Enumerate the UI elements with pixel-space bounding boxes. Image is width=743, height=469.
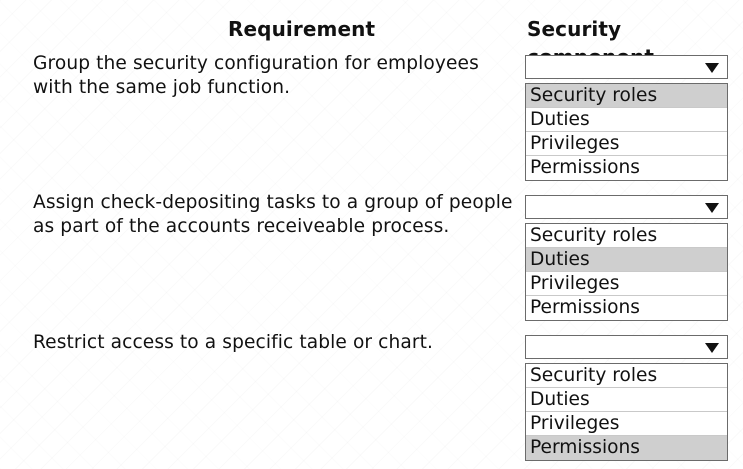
dropdown-1-options [525,83,728,181]
requirement-text-2-line-1: Assign check-depositing tasks to a group of people [33,192,513,213]
requirement-text-1 [33,52,513,100]
dropdown-3-trigger[interactable] [525,335,728,359]
dropdown-1-trigger[interactable] [525,55,728,79]
dropdown-3-option-privileges[interactable]: Privileges [526,412,727,436]
dropdown-2-option-duties[interactable]: Duties [526,248,727,272]
security-component-dropdown-1[interactable] [525,55,728,181]
chevron-down-icon [705,63,719,73]
dropdown-2-options [525,223,728,321]
dropdown-1-option-duties[interactable]: Duties [526,108,727,132]
security-component-dropdown-2[interactable] [525,195,728,321]
chevron-down-icon [705,343,719,353]
security-component-dropdown-3[interactable] [525,335,728,461]
dropdown-3-option-duties[interactable]: Duties [526,388,727,412]
dropdown-2-option-security-roles[interactable]: Security roles [526,224,727,248]
dropdown-1-option-permissions[interactable]: Permissions [530,157,640,178]
security-component-column-header: Security [527,17,622,41]
dropdown-3-option-security-roles[interactable]: Security roles [526,364,727,388]
dropdown-3-option-permissions[interactable]: Permissions [526,436,727,460]
requirement-text-3 [33,331,513,355]
dropdown-1-option-privileges[interactable]: Privileges [526,132,727,156]
chevron-down-icon [705,203,719,213]
requirement-text-2-line-2: as part of the accounts receiveable process. [33,216,450,237]
dropdown-1-button[interactable] [697,56,727,78]
dropdown-2-option-permissions[interactable]: Permissions [530,297,640,318]
requirement-text-2 [33,191,513,239]
requirement-column-header: Requirement [228,17,376,41]
dropdown-3-button[interactable] [697,336,727,358]
dropdown-2-button[interactable] [697,196,727,218]
dropdown-2-option-privileges[interactable]: Privileges [526,272,727,296]
requirement-text-1-line-1: Group the security configuration for employees [33,53,479,74]
dropdown-2-trigger[interactable] [525,195,728,219]
dropdown-3-options [525,363,728,461]
requirement-text-1-line-2: with the same job function. [33,77,291,98]
requirement-text-3-line-1: Restrict access to a specific table or chart. [33,332,434,353]
dropdown-1-option-security-roles[interactable]: Security roles [526,84,727,108]
